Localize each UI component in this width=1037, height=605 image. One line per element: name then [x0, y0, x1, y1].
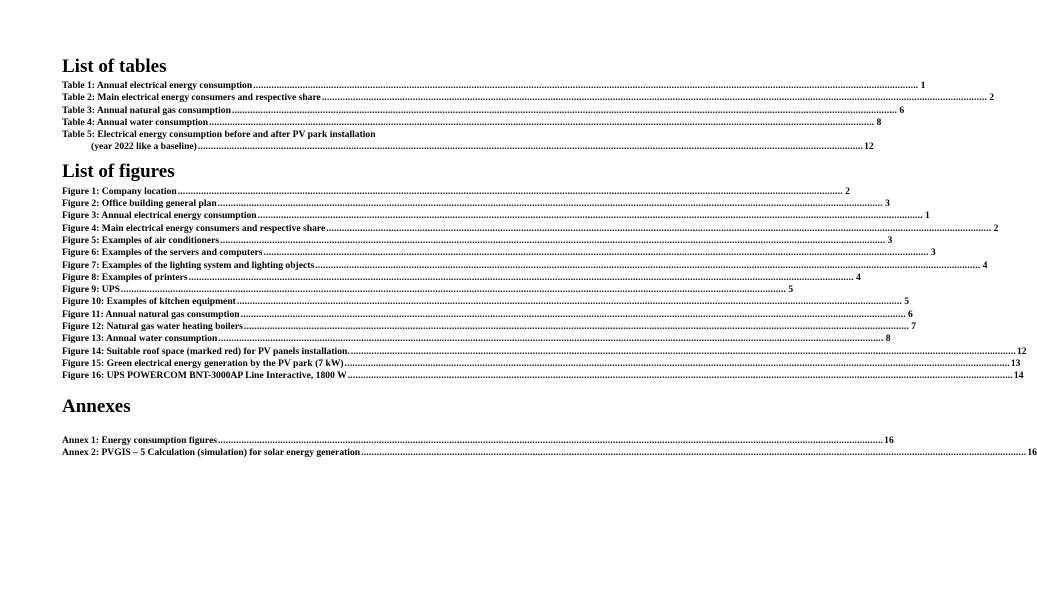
toc-entry[interactable] [62, 80, 926, 92]
toc-entry-label: Table 1: Annual electrical energy consumption [62, 80, 253, 91]
toc-entry[interactable] [62, 210, 930, 222]
toc-entry[interactable] [62, 321, 917, 333]
toc-entry-label: Figure 2: Office building general plan [62, 198, 217, 210]
toc-entry-label: Figure 13: Annual water consumption [62, 333, 218, 345]
toc-entry-label: Table 4: Annual water consumption [62, 116, 209, 128]
toc-entry-label: Figure 1: Company location [62, 185, 177, 197]
dot-leader [121, 284, 786, 296]
toc-entry[interactable] [62, 234, 893, 247]
toc-entry-continuation [62, 141, 874, 153]
toc-entry-label: Annex 2: PVGIS – 5 Calculation (simulation) for solar energy generation [62, 446, 361, 458]
dot-leader [232, 105, 897, 117]
toc-entry-label: Figure 15: Green electrical energy generation by the PV park (7 kW) [62, 357, 344, 369]
annexes-section [62, 395, 1037, 460]
dot-leader [348, 370, 1013, 382]
toc-entry-label: Figure 7: Examples of the lighting system and lighting objects [62, 259, 315, 271]
toc-page-number: 13 [1010, 357, 1021, 369]
dot-leader [315, 260, 980, 272]
dot-leader [237, 296, 902, 308]
toc-page-number: 16 [1027, 446, 1037, 458]
toc-entry-two-line[interactable] [62, 129, 874, 154]
toc-entry[interactable] [62, 333, 891, 345]
toc-entry-label: Figure 3: Annual electrical energy consumption [62, 210, 257, 222]
toc-page-number: 7 [911, 321, 917, 333]
toc-entry-label: Table 3: Annual natural gas consumption [62, 104, 231, 116]
dot-leader [218, 198, 883, 210]
dot-leader [258, 210, 923, 222]
toc-entry-label: Figure 8: Examples of printers [62, 271, 188, 283]
toc-page-number: 12 [1016, 345, 1027, 357]
list-of-figures-heading: List of figures [62, 160, 175, 182]
toc-entry-label: Figure 11: Annual natural gas consumption [62, 308, 240, 320]
toc-entry[interactable] [62, 271, 861, 284]
toc-entry-label: Figure 9: UPS [62, 284, 120, 296]
toc-entry[interactable] [62, 222, 999, 235]
toc-entry-label: Figure 5: Examples of air conditioners [62, 234, 220, 246]
toc-entry[interactable] [62, 92, 995, 104]
dot-leader [209, 117, 874, 129]
toc-page-number: 3 [885, 198, 890, 210]
dot-leader [218, 435, 883, 447]
toc-entry[interactable] [62, 434, 894, 447]
dot-leader [263, 247, 928, 259]
toc-page-number: 8 [885, 333, 891, 345]
toc-entry-label-line2: (year 2022 like a baseline) [91, 141, 197, 153]
toc-entry[interactable] [62, 308, 913, 321]
dot-leader [220, 235, 885, 247]
toc-entry-label: Figure 4: Main electrical energy consumers and respective share [62, 222, 326, 234]
toc-page-number: 6 [908, 308, 913, 320]
toc-entry-label: Figure 10: Examples of kitchen equipment [62, 296, 236, 308]
dot-leader [345, 358, 1010, 370]
toc-page-number: 4 [856, 271, 861, 283]
toc-entry[interactable] [62, 198, 890, 210]
toc-entry[interactable] [62, 296, 910, 308]
toc-entry[interactable] [62, 247, 936, 259]
toc-entry[interactable] [62, 370, 1024, 382]
toc-entry[interactable] [62, 185, 850, 198]
dot-leader [326, 223, 991, 235]
toc-page-number: 3 [930, 247, 936, 259]
toc-entry-label: Table 2: Main electrical energy consumers and respective share [62, 92, 321, 104]
list-of-tables-section [62, 56, 995, 154]
toc-entry[interactable] [62, 345, 1027, 358]
toc-page-number: 8 [876, 116, 882, 128]
dot-leader [198, 141, 863, 153]
toc-entry-label: Figure 14: Suitable roof space (marked red) for PV panels installation. [62, 345, 350, 357]
annexes-heading: Annexes [62, 395, 131, 417]
list-of-figures-section [62, 160, 1027, 383]
tables-toc-list [62, 80, 995, 154]
toc-page-number: 1 [920, 80, 926, 91]
toc-entry[interactable] [62, 357, 1021, 370]
toc-page-number: 1 [925, 210, 930, 222]
toc-page-number: 5 [788, 284, 794, 296]
toc-page-number: 4 [982, 259, 988, 271]
dot-leader [244, 321, 909, 333]
toc-entry-label: Annex 1: Energy consumption figures [62, 434, 217, 446]
toc-entry[interactable] [62, 104, 905, 117]
dot-leader [351, 346, 1016, 358]
figures-toc-list [62, 185, 1027, 383]
dot-leader [361, 447, 1026, 459]
list-of-tables-heading: List of tables [62, 56, 167, 77]
toc-page-number: 14 [1013, 370, 1024, 382]
toc-entry[interactable] [62, 446, 1037, 459]
toc-entry[interactable] [62, 284, 794, 296]
toc-page-number: 6 [899, 104, 905, 116]
dot-leader [322, 92, 987, 104]
toc-page-number: 2 [989, 92, 995, 104]
toc-page-number: 3 [887, 234, 893, 246]
toc-page-number: 2 [845, 185, 850, 197]
toc-entry[interactable] [62, 259, 988, 272]
toc-page-number: 12 [864, 141, 874, 153]
toc-entry[interactable] [62, 116, 882, 129]
toc-page-number: 2 [993, 222, 999, 234]
toc-entry-label-line1: Table 5: Electrical energy consumption before and after PV park installation [62, 129, 376, 141]
toc-entry-label: Figure 6: Examples of the servers and computers [62, 247, 263, 259]
toc-entry-label: Figure 12: Natural gas water heating boilers [62, 321, 243, 333]
dot-leader [241, 309, 906, 321]
dot-leader [218, 333, 883, 345]
dot-leader [253, 80, 918, 92]
dot-leader [189, 272, 854, 284]
document-page [62, 56, 1037, 459]
toc-page-number: 5 [904, 296, 910, 308]
toc-entry-label: Figure 16: UPS POWERCOM BNT-3000AP Line Interactive, 1800 W [62, 370, 347, 382]
toc-page-number: 16 [884, 434, 894, 446]
annexes-toc-list [62, 434, 1037, 460]
dot-leader [178, 186, 843, 198]
